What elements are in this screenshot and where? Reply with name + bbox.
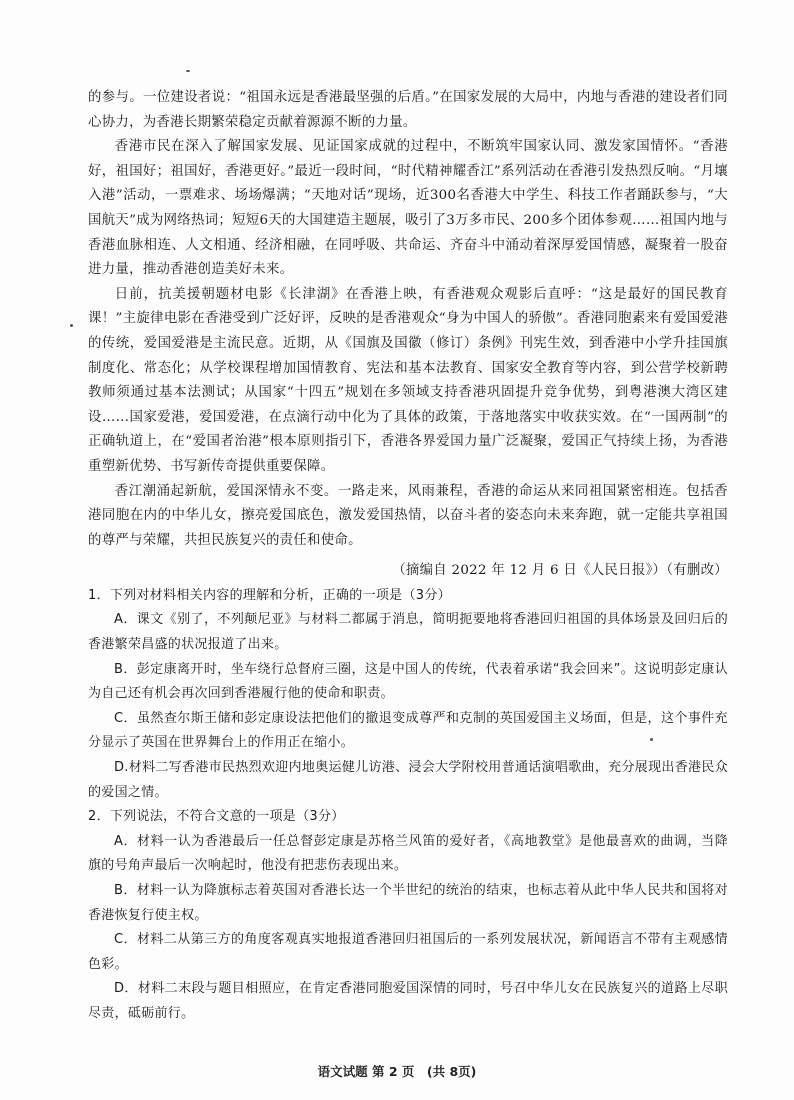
option-b: B．材料一认为降旗标志着英国对香港长达一个半世纪的统治的结束，也标志着从此中华人民共和国将对香港恢复行使主权。 bbox=[88, 883, 728, 923]
option-a: A．课文《别了，不列颠尼亚》与材料二都属于消息，简明扼要地将香港回归祖国的具体场景及回归后的香港繁荣昌盛的状况报道了出来。 bbox=[88, 612, 728, 653]
question-2 bbox=[88, 805, 728, 1026]
question-stem: 2．下列说法，不符合文意的一项是（3分） bbox=[88, 809, 345, 825]
passage-paragraph: 日前，抗美援朝题材电影《长津湖》在香港上映，有香港观众观影后直呼：“这是最好的国民教育课！”主旋律电影在香港受到广泛好评，反映的是香港观众“身为中国人的骄傲”。香港同胞素来有爱国爱港的传统，爱国爱港是主流民意。近期，从《国旗及国徽（修订）条例》刊宪生效，到香港中小学升挂国旗制度化、常态化；从学校课程增加国情教育、宪法和基本法教育、国家安全教育等内容，到公营学校新聘教师须通过基本法测试；从国家“十四五”规划在多领域支持香港巩固提升竞争优势，到粤港澳大湾区建设……国家爱港，爱国爱港，在点滴行动中化为了具体的政策，于落地落实中收获实效。在“一国两制”的正确轨道上，在“爱国者治港”根本原则指引下，香港各界爱国力量广泛凝聚，爱国正气持续上扬，为香港重塑新优势、书写新传奇提供重要保障。 bbox=[88, 286, 728, 474]
passage-paragraph: 香港市民在深入了解国家发展、见证国家成就的过程中，不断筑牢国家认同、激发家国情怀。“香港好，祖国好；祖国好，香港更好。”最近一段时间，“时代精神耀香江”系列活动在香港引发热烈反响。“月壤入港”活动，一票难求、场场爆满；“天地对话”现场，近300名香港大中学生、科技工作者踊跃参与，“大国航天”成为网络热词；短短6天的大国建造主题展，吸引了3万多市民、200多个团体参观……祖国内地与香港血脉相连、人文相通、经济相融，在同呼吸、共命运、齐奋斗中涌动着深厚爱国情感，凝聚着一股奋进力量，推动香港创造美好未来。 bbox=[88, 139, 728, 278]
option-c: C．材料二从第三方的角度客观真实地报道香港回归祖国后的一系列发展状况，新闻语言不带有主观感情色彩。 bbox=[88, 932, 728, 972]
page-content bbox=[88, 86, 728, 1027]
passage-paragraph: 香江潮涌起新航，爱国深情永不变。一路走来，风雨兼程，香港的命运从来同祖国紧密相连。包括香港同胞在内的中华儿女，擦亮爱国底色，激发爱国热情，以奋斗者的姿态向未来奔跑，就一定能共享祖国的尊严与荣耀，共担民族复兴的责任和使命。 bbox=[88, 483, 728, 548]
option-a: A．材料一认为香港最后一任总督彭定康是苏格兰风笛的爱好者，《高地教堂》是他最喜欢的曲调，当降旗的号角声最后一次响起时，他没有把悲伤表现出来。 bbox=[88, 833, 728, 874]
scan-speck bbox=[186, 70, 190, 72]
passage-paragraph: 的参与。一位建设者说：“祖国永远是香港最坚强的后盾。”在国家发展的大局中，内地与香港的建设者们同心协力，为香港长期繁荣稳定贡献着源源不断的力量。 bbox=[88, 90, 728, 130]
source-citation: （摘编自 2022 年 12 月 6 日《人民日报》）（有删改） bbox=[392, 563, 728, 579]
option-d: D.材料二写香港市民热烈欢迎内地奥运健儿访港、浸会大学附校用普通话演唱歌曲，充分展现出香港民众的爱国之情。 bbox=[88, 760, 728, 800]
question-stem: 1．下列对材料相关内容的理解和分析，正确的一项是（3分） bbox=[88, 587, 451, 603]
question-1 bbox=[88, 584, 728, 805]
option-d: D．材料二末段与题目相照应，在肯定香港同胞爱国深情的同时，号召中华儿女在民族复兴的道路上尽职尽责，砥砺前行。 bbox=[88, 981, 728, 1021]
scan-speck bbox=[70, 324, 73, 327]
option-c: C．虽然查尔斯王储和彭定康设法把他们的撤退变成尊严和克制的英国爱国主义场面，但是，这个事件充分显示了英国在世界舞台上的作用正在缩小。 bbox=[88, 710, 728, 751]
page-footer: 语文试题 第 2 页 (共 8页) bbox=[317, 1064, 477, 1079]
option-b: B．彭定康离开时，坐车绕行总督府三圈，这是中国人的传统，代表着承诺“我会回来”。这说明彭定康认为自己还有机会再次回到香港履行他的使命和职责。 bbox=[88, 661, 728, 702]
